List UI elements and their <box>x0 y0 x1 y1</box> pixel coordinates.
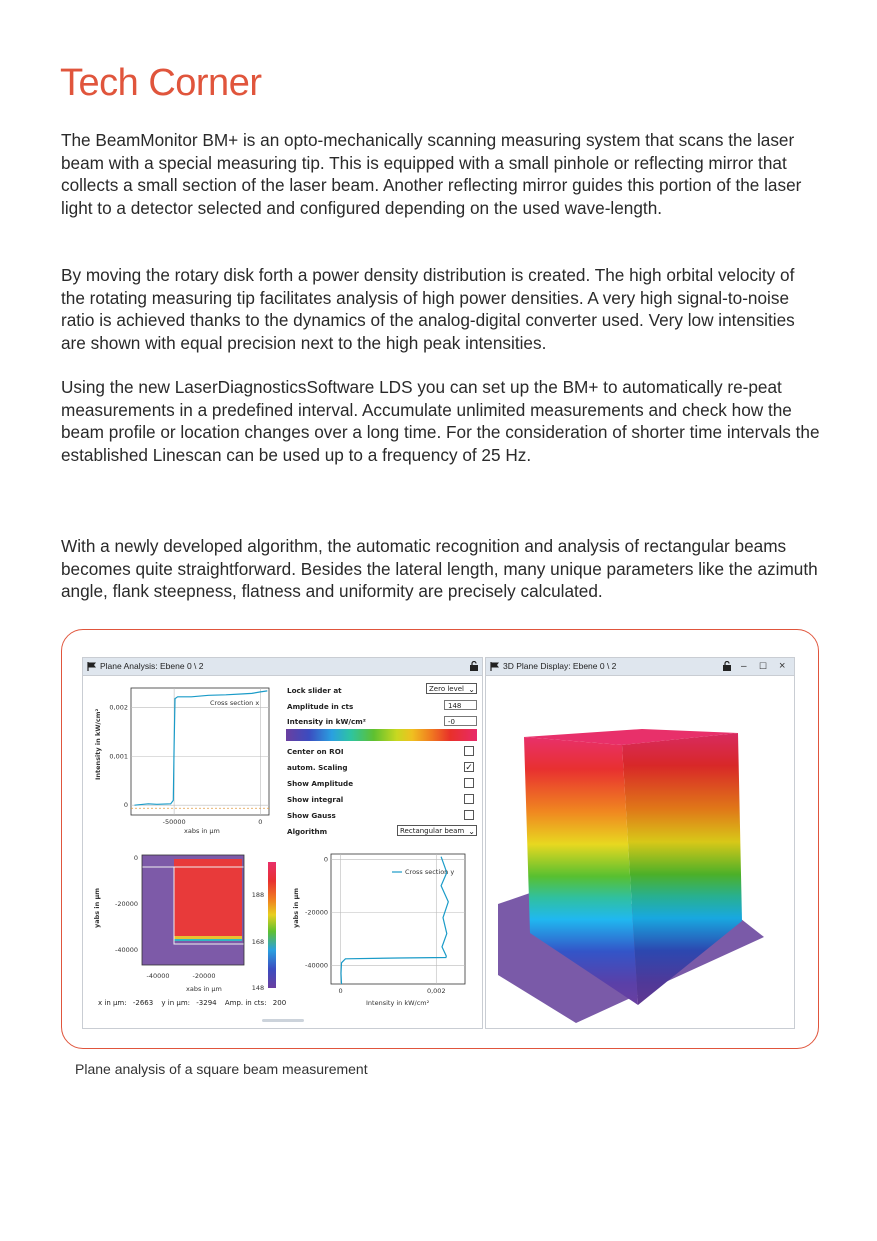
lock-slider-select[interactable] <box>426 683 477 694</box>
x-tick-label: 0 <box>258 818 263 826</box>
status-amp-value: 200 <box>272 999 287 1007</box>
page-title: Tech Corner <box>60 62 262 104</box>
cross-section-y-chart <box>286 848 476 1010</box>
plane-analysis-titlebar[interactable] <box>83 658 482 676</box>
y-tick-label: 0 <box>123 801 128 810</box>
heatmap-beam-area <box>174 859 242 941</box>
y-axis-label: Intensity in kW/cm² <box>94 708 102 780</box>
x-tick-label: -20000 <box>192 972 216 980</box>
x-tick-label: 0,002 <box>426 987 446 995</box>
center-roi-label: Center on ROI <box>287 747 344 756</box>
x-axis-label: Intensity in kW/cm² <box>366 999 430 1007</box>
show-integral-checkbox[interactable] <box>464 794 474 804</box>
intensity-input[interactable]: -0 <box>444 716 477 726</box>
legend-label: Cross section x <box>210 699 260 707</box>
algorithm-label: Algorithm <box>287 827 328 836</box>
plane-3d-titlebar[interactable] <box>486 658 794 676</box>
colorbar-tick-label: 148 <box>251 984 265 992</box>
flag-icon <box>490 662 500 671</box>
paragraph-1: The BeamMonitor BM+ is an opto-mechanically scanning measuring system that scans the laser beam with a special measuring tip. This is equipped with a small pinhole or reflecting mirror that collects a small section of the laser beam. Another reflecting mirror guides this portion of the laser light to a detector selected and configured depending on the used wave-length. <box>61 130 802 218</box>
status-bar <box>98 999 286 1007</box>
show-amplitude-label: Show Amplitude <box>287 779 354 788</box>
paragraph-3: Using the new LaserDiagnosticsSoftware LDS you can set up the BM+ to automatically re-peat measurements in a predefined interval. Accumulate unlimited measurements and check how the beam profile or location changes over a long time. For the consideration of shorter time intervals the established Linescan can be used up to a frequency of 25 Hz. <box>61 377 820 465</box>
plane-map-chart <box>86 848 284 996</box>
chevron-down-icon: ⌄ <box>468 685 475 694</box>
cross-section-x-chart <box>86 680 276 840</box>
center-roi-checkbox[interactable] <box>464 746 474 756</box>
lock-icon[interactable] <box>722 661 732 671</box>
amplitude-label: Amplitude in cts <box>287 702 354 711</box>
minimize-button[interactable]: ‒ <box>741 661 747 672</box>
auto-scaling-checkbox[interactable] <box>464 762 474 772</box>
amplitude-input[interactable]: 148 <box>444 700 477 710</box>
show-integral-label: Show integral <box>287 795 344 804</box>
plane-3d-plot <box>486 675 792 1026</box>
series-line <box>135 691 268 805</box>
cube-right-face <box>622 733 742 1005</box>
status-x-value: -2663 <box>132 999 154 1007</box>
y-tick-label: -20000 <box>114 900 138 908</box>
x-axis-label: xabs in µm <box>186 985 222 993</box>
colorbar-tick-label: 188 <box>251 891 265 899</box>
x-tick-label: -40000 <box>146 972 170 980</box>
figure-caption: Plane analysis of a square beam measurement <box>75 1061 368 1077</box>
horizontal-scrollbar[interactable] <box>262 1019 304 1022</box>
lock-icon[interactable] <box>469 661 479 671</box>
show-amplitude-checkbox[interactable] <box>464 778 474 788</box>
show-gauss-checkbox[interactable] <box>464 810 474 820</box>
show-gauss-label: Show Gauss <box>287 811 336 820</box>
y-tick-label: 0,002 <box>109 703 128 712</box>
y-tick-label: 0,001 <box>109 752 128 761</box>
checkmark-icon: ✓ <box>465 762 473 772</box>
y-axis-label: yabs in µm <box>292 887 300 928</box>
plane-3d-title: 3D Plane Display: Ebene 0 \ 2 <box>503 661 617 671</box>
flag-icon <box>87 662 97 671</box>
colorbar <box>268 862 276 988</box>
legend-label: Cross section y <box>405 868 455 876</box>
y-tick-label: -40000 <box>114 946 138 954</box>
y-axis-label: yabs in µm <box>93 887 101 928</box>
chevron-down-icon: ⌄ <box>468 827 475 836</box>
auto-scaling-label: autom. Scaling <box>287 763 348 772</box>
lock-slider-label: Lock slider at <box>287 686 342 695</box>
paragraph-4: With a newly developed algorithm, the automatic recognition and analysis of rectangular beams becomes quite straightforward. Besides the lateral length, many unique parameters like the azimuth angle, flank steepness, flatness and uniformity are precisely calculated. <box>61 536 818 601</box>
plot-area <box>131 688 269 815</box>
plane-analysis-title: Plane Analysis: Ebene 0 \ 2 <box>100 661 204 671</box>
close-button[interactable]: × <box>779 660 786 672</box>
maximize-button[interactable]: ☐ <box>759 661 768 671</box>
algorithm-value: Rectangular beam <box>400 827 465 835</box>
status-y-value: -3294 <box>196 999 217 1007</box>
y-tick-label: 0 <box>133 854 138 862</box>
status-amp-label: Amp. in cts: <box>224 999 267 1007</box>
y-tick-label: 0 <box>323 855 328 864</box>
x-tick-label: -50000 <box>162 818 186 826</box>
x-axis-label: xabs in µm <box>184 827 220 835</box>
intensity-color-scale <box>286 729 477 741</box>
heatmap-beam-edge-2 <box>174 939 242 941</box>
x-tick-label: 0 <box>338 987 343 995</box>
status-y-label: y in µm: <box>161 999 191 1007</box>
lock-slider-value: Zero level <box>429 685 464 693</box>
intensity-label: Intensity in kW/cm² <box>287 717 366 726</box>
paragraph-2: By moving the rotary disk forth a power density distribution is created. The high orbital velocity of the rotating measuring tip facilitates analysis of high power densities. A very high signal-to-noise ratio is achieved thanks to the dynamics of the analog-digital converter used. Very low intensities are shown with equal precision next to the high peak intensities. <box>61 265 795 353</box>
colorbar-tick-label: 168 <box>251 938 265 946</box>
y-tick-label: -20000 <box>304 908 328 917</box>
y-tick-label: -40000 <box>304 961 328 970</box>
algorithm-select[interactable] <box>397 825 477 836</box>
status-x-label: x in µm: <box>98 999 127 1007</box>
